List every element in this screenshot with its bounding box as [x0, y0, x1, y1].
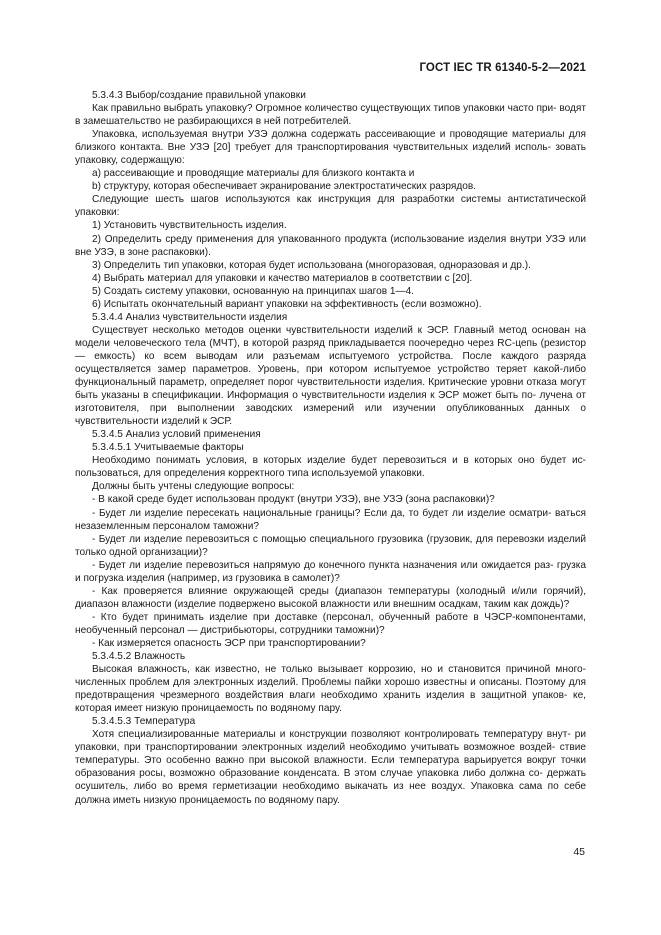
section-heading: 5.3.4.5 Анализ условий применения	[92, 429, 261, 441]
list-item: 5) Создать систему упаковки, основанную на принципах шагов 1—4.	[92, 285, 414, 297]
list-item: - Как проверяется влияние окружающей среды (диапазон температуры (холодный и/или горячий), диапазон влажности (изделие подвержено высокой влажности или внешним осадкам, таким как дождь)?	[75, 585, 586, 610]
page-number: 45	[573, 846, 585, 858]
list-item: 6) Испытать окончательный вариант упаковки на эффективность (если возможно).	[92, 298, 482, 310]
list-item: - Будет ли изделие пересекать национальные границы? Если да, то будет ли изделие осматри- ваться незаземленным персоналом таможни?	[75, 507, 586, 532]
section-heading: 5.3.4.5.3 Температура	[92, 716, 196, 728]
list-item: b) структуру, которая обеспечивает экранирование электростатических разрядов.	[92, 181, 476, 193]
section-heading: 5.3.4.4 Анализ чувствительности изделия	[92, 311, 288, 323]
list-item: 1) Установить чувствительность изделия.	[92, 220, 287, 232]
list-item: - В какой среде будет использован продукт (внутри УЗЭ), вне УЗЭ (зона распаковки)?	[92, 494, 495, 506]
list-item: - Будет ли изделие перевозиться напрямую до конечного пункта назначения или ожидается раз- грузка и погрузка изделия (например, из грузовика в самолет)?	[75, 559, 586, 584]
section-heading: 5.3.4.5.2 Влажность	[92, 651, 186, 663]
list-item: 4) Выбрать материал для упаковки и качество материалов в соответствии с [20].	[92, 272, 473, 284]
section-heading: 5.3.4.5.1 Учитываемые факторы	[92, 442, 244, 454]
standard-header: ГОСТ IEC TR 61340-5-2—2021	[419, 62, 586, 74]
paragraph: Существует несколько методов оценки чувствительности изделий к ЭСР. Главный метод основан на модели человеческого тела (МЧТ), в которой разряд прикладывается поочередно через RC-цепь (резистор — емкость) ко всем выводам или разъемам испытуемого устройства. После каждого разряда осуществляется замер параметров. Уровень, при котором испытуемое устройство теряет какой-либо функциональный параметр, определяет порог чувствительности изделия. Критические уровни отказа могут быть указаны в спецификации. Информация о чувствительности изделия к ЭСР может быть по- лучена от изготовителя, при выполнении заводских измерений или изучении опубликованных данных о чувствительности изделий к ЭСР.	[75, 324, 586, 428]
list-item: - Кто будет принимать изделие при доставке (персонал, обученный работе в ЧЭСР-компонентами, необученный персонал — дистрибьюторы, сотрудники таможни)?	[75, 611, 586, 636]
paragraph: Как правильно выбрать упаковку? Огромное количество существующих типов упаковки часто при- водят в замешательство не разбирающихся в ней потребителей.	[75, 103, 586, 128]
paragraph: Высокая влажность, как известно, не только вызывает коррозию, но и становится причиной много- численных проблем для электронных изделий. Проблемы пайки хорошо известны и описаны. Поэтому для предотвращения чрезмерного воздействия влаги необходимо хранить изделия в защитной упаков- ке, которая имеет низкую проницаемость по водяному пару.	[75, 664, 586, 715]
list-item: a) рассеивающие и проводящие материалы для близкого контакта и	[92, 168, 415, 180]
list-item: 2) Определить среду применения для упакованного продукта (использование изделия внутри УЗЭ или вне УЗЭ, в зоне распаковки).	[75, 233, 586, 258]
paragraph: Упаковка, используемая внутри УЗЭ должна содержать рассеивающие и проводящие материалы для близкого контакта. Вне УЗЭ [20] требует для транспортирования чувствительных изделий исполь- зовать упаковку, содержащую:	[75, 129, 586, 167]
list-item: - Как измеряется опасность ЭСР при транспортировании?	[92, 637, 366, 649]
paragraph: Должны быть учтены следующие вопросы:	[92, 481, 295, 493]
list-item: - Будет ли изделие перевозиться с помощью специального грузовика (грузовик, для перевозки изделий только одной организации)?	[75, 533, 586, 558]
paragraph: Необходимо понимать условия, в которых изделие будет перевозиться и в которых оно будет ис- пользоваться, для определения корректного типа используемой упаковки.	[75, 455, 586, 480]
section-heading: 5.3.4.3 Выбор/создание правильной упаковки	[92, 90, 306, 101]
list-item: 3) Определить тип упаковки, которая будет использована (многоразовая, одноразовая и др.).	[92, 259, 531, 271]
paragraph: Следующие шесть шагов используются как инструкция для разработки системы антистатической упаковки:	[75, 194, 586, 219]
paragraph: Хотя специализированные материалы и конструкции позволяют контролировать температуру внут- ри упаковки, при транспортировании электронных изделий необходимо учитывать возможное воздей- ствие температуры. Это особенно важно при высокой влажности. Если температура варьируется вокруг точки образования росы, возможно образование конденсата. В этом случае упаковка либо должна со- держать осушитель, либо во время герметизации необходимо выкачать из нее воздух. Упаковка сама по себе должна иметь низкую проницаемость по водяному пару.	[75, 729, 586, 806]
page-body	[75, 89, 586, 807]
